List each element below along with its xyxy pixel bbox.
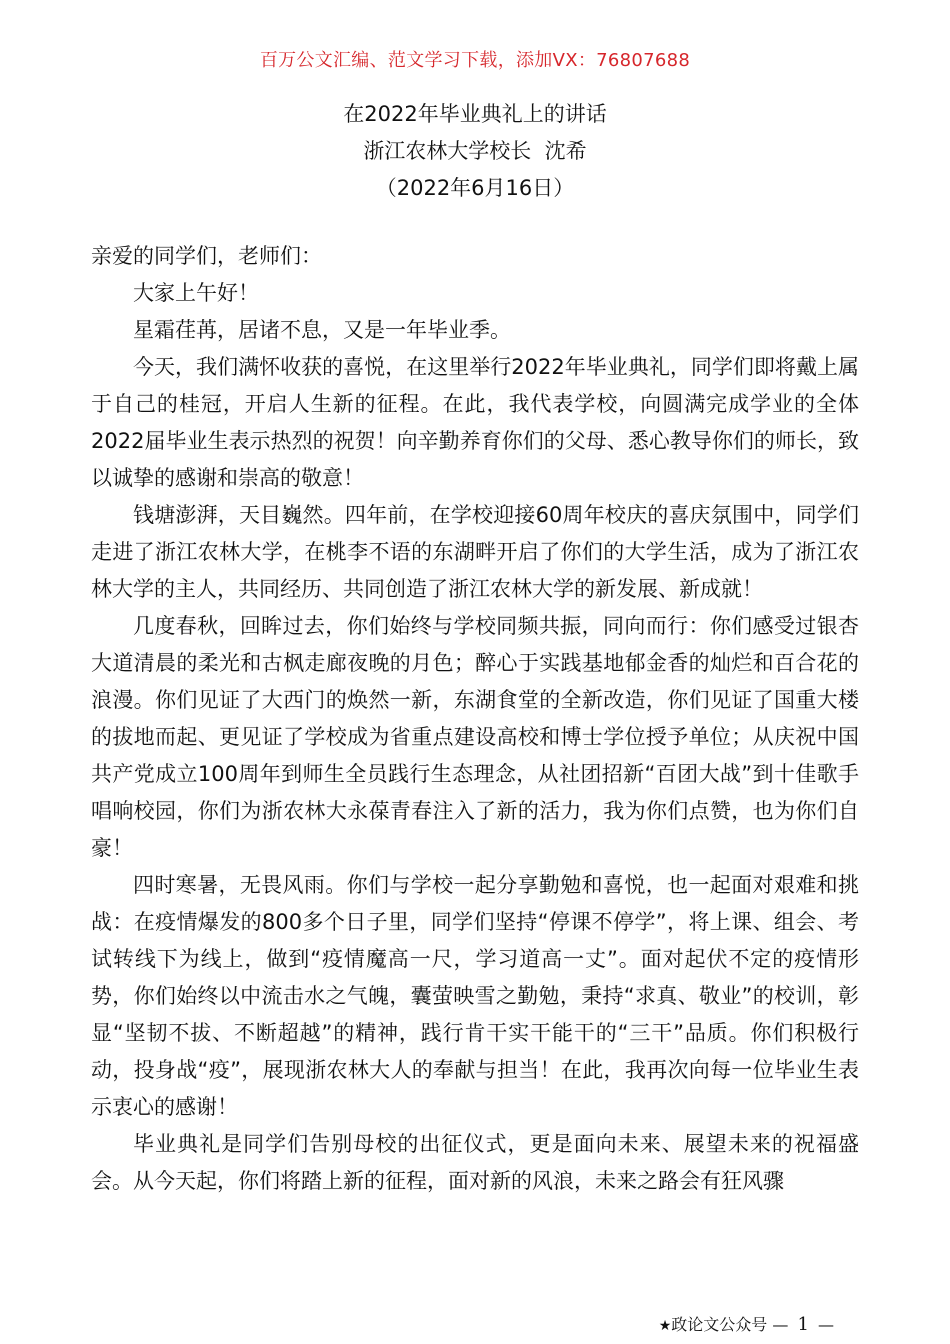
footer-source: 政论文公众号	[671, 1315, 768, 1334]
watermark-banner: 百万公文汇编、范文学习下载，添加VX：76807688	[259, 50, 691, 71]
speech-title: 在2022年毕业典礼上的讲话	[343, 102, 607, 126]
paragraph: 钱塘澎湃，天目巍然。四年前，在学校迎接60周年校庆的喜庆氛围中，同学们走进了浙江农林大学，在桃李不语的东湖畔开启了你们的大学生活，成为了浙江农林大学的主人，共同经历、共同创造了浙江农林大学的新发展、新成就！	[91, 503, 859, 601]
page-dash-right: —	[818, 1315, 834, 1334]
page-dash-left: —	[772, 1315, 789, 1334]
star-icon: ★	[658, 1318, 672, 1334]
speech-date: （2022年6月16日）	[375, 176, 575, 200]
title-block	[0, 96, 950, 207]
paragraph: 今天，我们满怀收获的喜悦，在这里举行2022年毕业典礼，同学们即将戴上属于自己的桂冠，开启人生新的征程。在此，我代表学校，向圆满完成学业的全体2022届毕业生表示热烈的祝贺！向辛勤养育你们的父母、悉心教导你们的师长，致以诚挚的感谢和崇高的敬意！	[91, 355, 859, 490]
paragraph: 星霜荏苒，居诸不息，又是一年毕业季。	[133, 318, 511, 342]
page-footer	[659, 1312, 834, 1335]
speaker-line: 浙江农林大学校长 沈希	[363, 139, 587, 163]
paragraph: 四时寒暑，无畏风雨。你们与学校一起分享勤勉和喜悦，也一起面对艰难和挑战：在疫情爆发的800多个日子里，同学们坚持“停课不停学”，将上课、组会、考试转线下为线上，做到“疫情魔高一尺，学习道高一丈”。面对起伏不定的疫情形势，你们始终以中流击水之气魄，囊萤映雪之勤勉，秉持“求真、敬业”的校训，彰显“坚韧不拔、不断超越”的精神，践行肯干实干能干的“三干”品质。你们积极行动，投身战“疫”，展现浙农林大人的奉献与担当！在此，我再次向每一位毕业生表示衷心的感谢！	[91, 873, 859, 1119]
paragraph: 大家上午好！	[133, 281, 259, 305]
page-number: 1	[797, 1314, 809, 1335]
salutation: 亲爱的同学们，老师们：	[91, 244, 322, 268]
paragraph: 毕业典礼是同学们告别母校的出征仪式，更是面向未来、展望未来的祝福盛会。从今天起，你们将踏上新的征程，面对新的风浪，未来之路会有狂风骤	[91, 1132, 859, 1193]
speech-body	[91, 238, 859, 1200]
paragraph: 几度春秋，回眸过去，你们始终与学校同频共振，同向而行：你们感受过银杏大道清晨的柔光和古枫走廊夜晚的月色；醉心于实践基地郁金香的灿烂和百合花的浪漫。你们见证了大西门的焕然一新，东湖食堂的全新改造，你们见证了国重大楼的拔地而起、更见证了学校成为省重点建设高校和博士学位授予单位；从庆祝中国共产党成立100周年到师生全员践行生态理念，从社团招新“百团大战”到十佳歌手唱响校园，你们为浙农林大永葆青春注入了新的活力，我为你们点赞，也为你们自豪！	[91, 614, 859, 860]
